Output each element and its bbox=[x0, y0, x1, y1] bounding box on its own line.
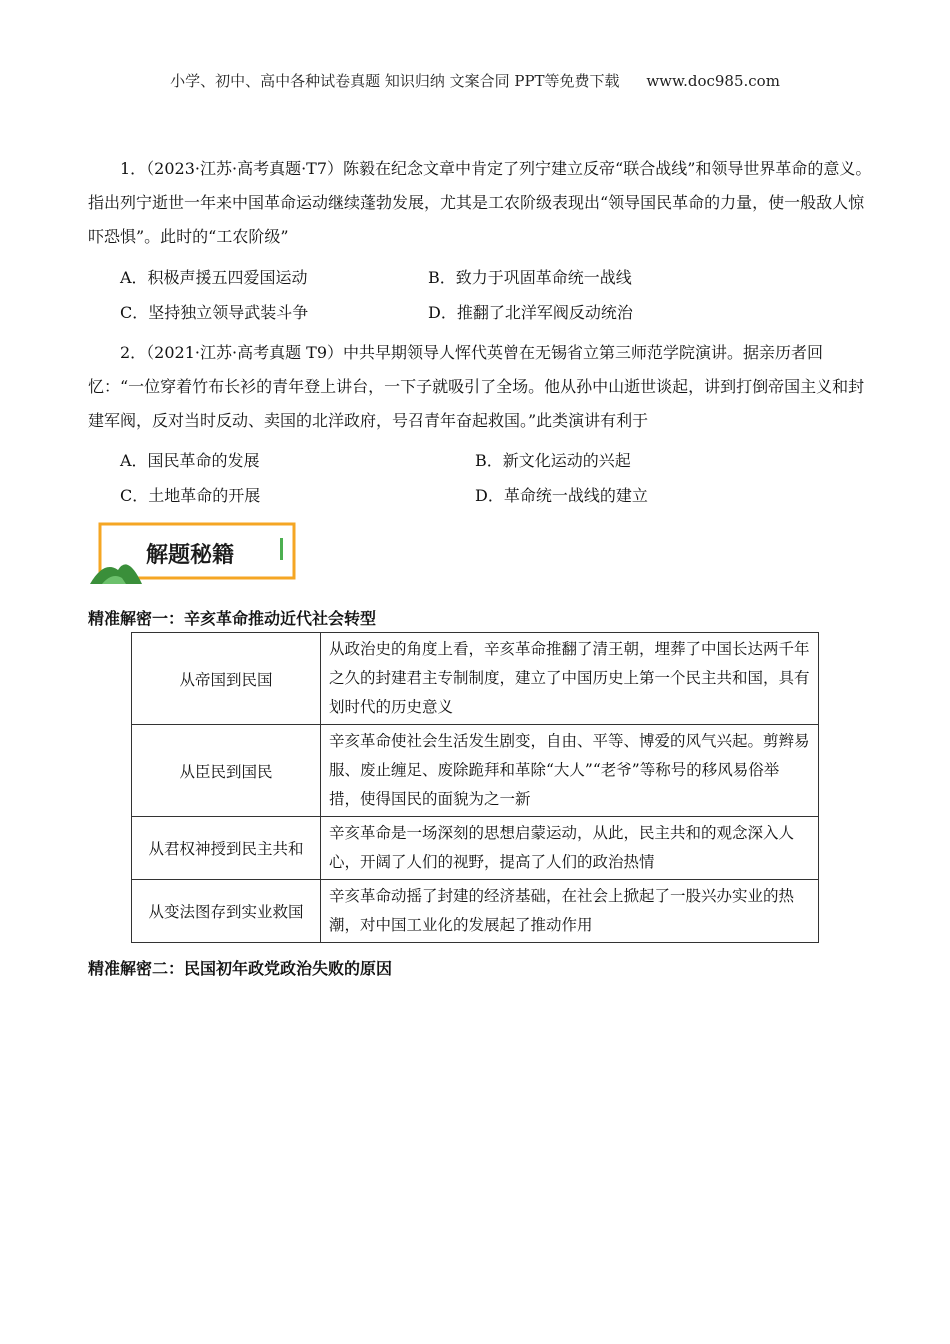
question-1-option-c: C．坚持独立领导武装斗争 bbox=[120, 303, 309, 322]
table-row-key: 从臣民到国民 bbox=[132, 725, 321, 817]
table-row-value: 辛亥革命动摇了封建的经济基础，在社会上掀起了一股兴办实业的热潮，对中国工业化的发展起了推动作用 bbox=[321, 880, 819, 943]
question-2-option-a: A．国民革命的发展 bbox=[120, 451, 260, 470]
table-row bbox=[132, 817, 819, 880]
table-row bbox=[132, 880, 819, 943]
table-row-key: 从君权神授到民主共和 bbox=[132, 817, 321, 880]
section-1-title: 精准解密一：辛亥革命推动近代社会转型 bbox=[88, 609, 377, 628]
question-1-option-d: D．推翻了北洋军阀反动统治 bbox=[428, 303, 633, 322]
table-row bbox=[132, 725, 819, 817]
table-row-value: 辛亥革命使社会生活发生剧变，自由、平等、博爱的风气兴起。剪辫易服、废止缠足、废除跪拜和革除“大人”“老爷”等称号的移风易俗举措，使得国民的面貌为之一新 bbox=[321, 725, 819, 817]
question-1-text: 1．（2023·江苏·高考真题·T7）陈毅在纪念文章中肯定了列宁建立反帝“联合战线”和领导世界革命的意义。指出列宁逝世一年来中国革命运动继续蓬勃发展，尤其是工农阶级表现出“领导国民革命的力量，使一般敌人惊吓恐惧”。此时的“工农阶级” bbox=[88, 159, 872, 246]
table-row-value: 辛亥革命是一场深刻的思想启蒙运动，从此，民主共和的观念深入人心，开阔了人们的视野，提高了人们的政治热情 bbox=[321, 817, 819, 880]
table-row-key: 从帝国到民国 bbox=[132, 633, 321, 725]
question-2-text: 2．（2021·江苏·高考真题 T9）中共早期领导人恽代英曾在无锡省立第三师范学院演讲。据亲历者回忆：“一位穿着竹布长衫的青年登上讲台，一下子就吸引了全场。他从孙中山逝世谈起，讲到打倒帝国主义和封建军阀，反对当时反动、卖国的北洋政府，号召青年奋起救国。”此类演讲有利于 bbox=[88, 343, 865, 430]
header-text: 小学、初中、高中各种试卷真题 知识归纳 文案合同 PPT等免费下载 bbox=[170, 72, 620, 90]
banner-graphic bbox=[90, 522, 296, 584]
tips-table bbox=[131, 632, 819, 943]
banner-label: 解题秘籍 bbox=[146, 543, 235, 568]
question-1-option-a: A．积极声援五四爱国运动 bbox=[120, 268, 308, 287]
question-2-option-c: C．土地革命的开展 bbox=[120, 486, 261, 505]
tips-banner bbox=[90, 522, 296, 584]
section-2-title: 精准解密二：民国初年政党政治失败的原因 bbox=[88, 959, 393, 978]
page-header bbox=[0, 70, 950, 91]
table-row-value: 从政治史的角度上看，辛亥革命推翻了清王朝，埋葬了中国长达两千年之久的封建君主专制制度，建立了中国历史上第一个民主共和国，具有划时代的历史意义 bbox=[321, 633, 819, 725]
question-1-option-b: B．致力于巩固革命统一战线 bbox=[428, 268, 632, 287]
table-row bbox=[132, 633, 819, 725]
question-2-option-b: B．新文化运动的兴起 bbox=[475, 451, 631, 470]
question-2-option-d: D．革命统一战线的建立 bbox=[475, 486, 648, 505]
table-row-key: 从变法图存到实业救国 bbox=[132, 880, 321, 943]
header-site-link[interactable]: www.doc985.com bbox=[646, 72, 780, 90]
